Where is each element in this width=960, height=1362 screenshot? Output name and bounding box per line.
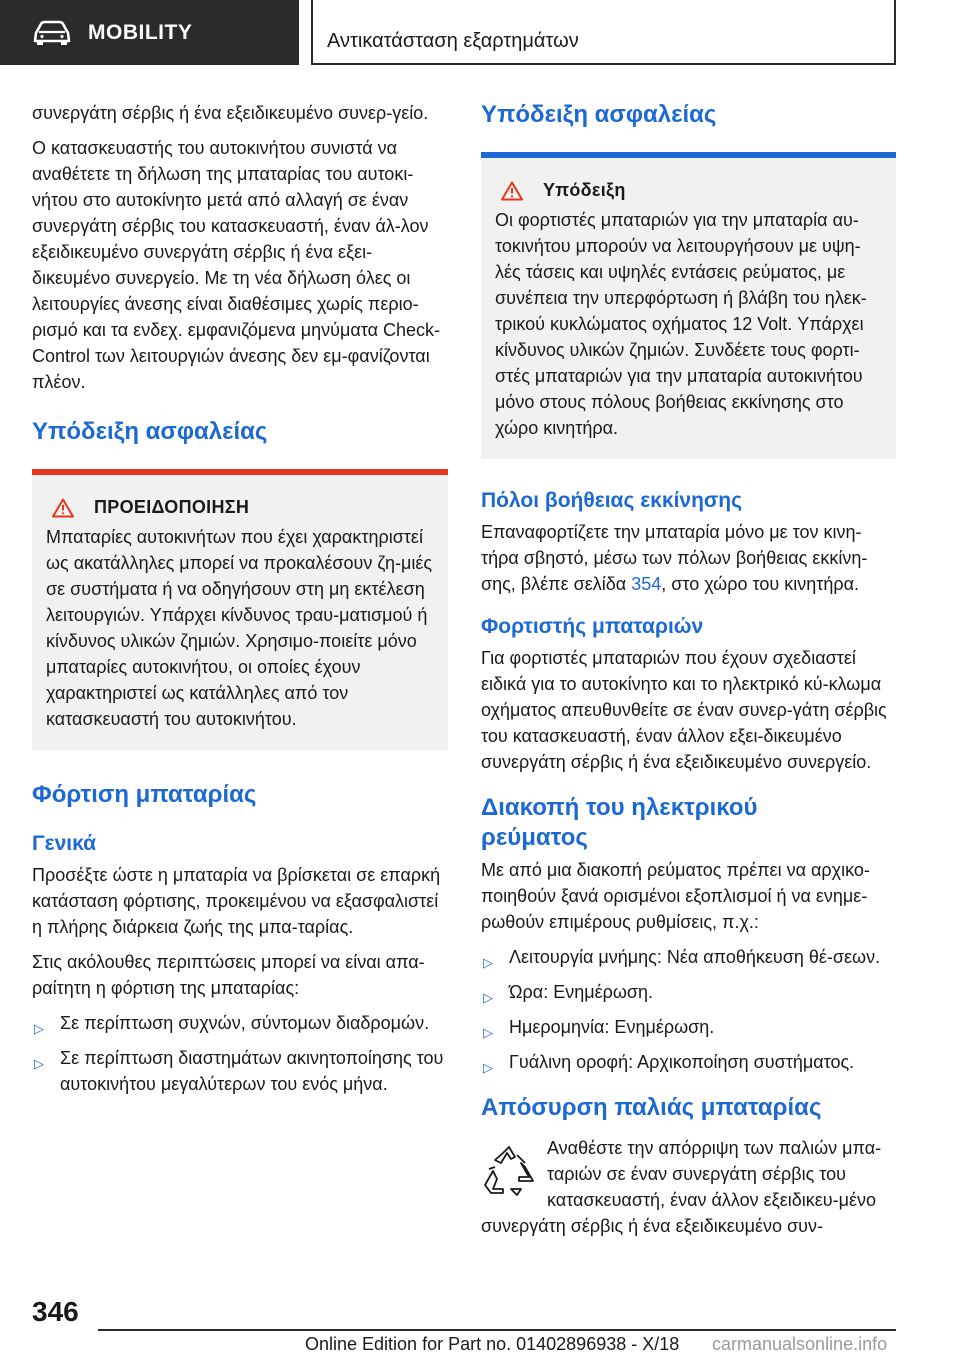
watermark-text: carmanualsonline.info	[712, 1334, 888, 1354]
list-item: ▷ Ημερομηνία: Ενημέρωση.	[481, 1014, 896, 1040]
footer-divider	[98, 1329, 896, 1331]
chapter-title: Αντικατάσταση εξαρτημάτων	[327, 30, 579, 52]
paragraph: συνεργάτη σέρβις ή ένα εξειδικευμένο συνερ-γείο.	[32, 103, 429, 123]
header-brand-bar	[0, 0, 299, 65]
paragraph: Προσέξτε ώστε η μπαταρία να βρίσκεται σε επαρκή κατάσταση φόρτισης, προκειμένου να εξασφαλιστεί η πλήρης διάρκεια ζωής της μπα-ταρίας.	[32, 865, 441, 937]
edition-text: Online Edition for Part no. 01402896938 - X/18	[305, 1334, 680, 1354]
triangle-bullet-icon: ▷	[34, 1056, 44, 1071]
right-column	[481, 100, 896, 1248]
subsection-heading: Γενικά	[32, 832, 97, 855]
paragraph: Στις ακόλουθες περιπτώσεις μπορεί να είναι απα-ραίτητη η φόρτιση της μπαταρίας:	[32, 952, 425, 998]
triangle-bullet-icon: ▷	[483, 1060, 493, 1075]
section-heading: Φόρτιση μπαταρίας	[32, 781, 257, 808]
triangle-bullet-icon: ▷	[483, 1025, 493, 1040]
bullet-list	[32, 1010, 448, 1097]
bullet-list	[481, 944, 896, 1075]
header-title-bar	[311, 0, 896, 65]
triangle-bullet-icon: ▷	[34, 1021, 44, 1036]
car-icon	[32, 19, 72, 47]
triangle-bullet-icon: ▷	[483, 955, 493, 970]
note-text: Οι φορτιστές μπαταριών για την μπαταρία αυ-τοκινήτου μπορούν να λειτουργήσουν με υψη-λές τάσεις και υψηλές εντάσεις ρεύματος, με συνέπεια την υπερφόρτωση ή βλάβη του ηλεκ-τρικού κυκλώματος οχήματος 12 Volt. Υπάρχει κίνδυνος υλικών ζημιών. Συνδέετε τους φορτι-στές μπαταριών για την μπαταρία αυτοκινήτου μόνο στους πόλους βοήθειας εκκίνησης στο χώρο κινητήρα.	[495, 210, 867, 438]
paragraph: Ο κατασκευαστής του αυτοκινήτου συνιστά να αναθέτετε τη δήλωση της μπαταρίας του αυτοκι-νήτου στο αυτοκίνητο μετά από αλλαγή σε έναν συνεργάτη σέρβις του κατασκευαστή, έναν άλ-λον εξειδικευμένο συνεργάτη σέρβις ή ένα εξει-δικευμένο συνεργείο. Με τη νέα δήλωση όλες οι λειτουργίες άνεσης είναι διαθέσιμες χωρίς περιο-ρισμό και τα ενδεχ. εμφανιζόμενα μηνύματα Check-Control των λειτουργιών άνεσης δεν εμ-φανίζονται πλέον.	[32, 138, 440, 392]
page-link[interactable]: 354	[631, 574, 662, 594]
warning-text: Μπαταρίες αυτοκινήτων που έχει χαρακτηριστεί ως ακατάλληλες μπορεί να προκαλέσουν ζη-μιές σε συστήματα ή να οδηγήσουν στη μη εκτέλεση λειτουργιών. Υπάρχει κίνδυνος τραυ-ματισμού ή κίνδυνος υλικών ζημιών. Χρησιμο-ποιείτε μόνο μπαταρίες αυτοκινήτου, οι οποίες έχουν χαρακτηριστεί ως κατάλληλες από τον κατασκευαστή του αυτοκινήτου.	[46, 527, 433, 729]
section-heading: Απόσυρση παλιάς μπαταρίας	[481, 1094, 822, 1121]
note-box	[481, 152, 896, 459]
paragraph: Για φορτιστές μπαταριών που έχουν σχεδιαστεί ειδικά για το αυτοκίνητο και το ηλεκτρικό κύ-κλωμα οχήματος απευθυνθείτε σε έναν συνερ-γάτη σέρβις του κατασκευαστή, έναν άλλον εξει-δικευμένο συνεργάτη σέρβις ή ένα εξειδικευμένο συνεργείο.	[481, 648, 887, 772]
list-item: ▷ Γυάλινη οροφή: Αρχικοποίηση συστήματος.	[481, 1049, 896, 1075]
list-item: ▷ Σε περίπτωση διαστημάτων ακινητοποίησης του αυτοκινήτου μεγαλύτερων του ενός μήνα.	[34, 1048, 444, 1094]
list-item: ▷ Λειτουργία μνήμης: Νέα αποθήκευση θέ-σεων.	[481, 944, 896, 970]
section-heading: Διακοπή του ηλεκτρικού ρεύματος	[481, 794, 758, 851]
note-title: Υπόδειξη	[543, 180, 626, 200]
disposal-paragraph: Αναθέστε την απόρριψη των παλιών μπα-ταριών σε έναν συνεργάτη σέρβις του κατασκευαστή, έναν άλλον εξειδικευ-μένο συνεργάτη σέρβις ή ένα εξειδικευμένο συν-	[481, 1138, 882, 1236]
paragraph: Με από μια διακοπή ρεύματος πρέπει να αρχικο-ποιηθούν ξανά ορισμένοι εξοπλισμοί ή να ενημε-ρωθούν επιμέρους ρυθμίσεις, π.χ.:	[481, 860, 870, 932]
triangle-bullet-icon: ▷	[483, 990, 493, 1005]
paragraph: Επαναφορτίζετε την μπαταρία μόνο με τον κινη-τήρα σβηστό, μέσω των πόλων βοήθειας εκκίνη-σης, βλέπε σελίδα 354, στο χώρο του κινητήρα.	[481, 522, 868, 594]
warning-icon	[52, 498, 74, 518]
subsection-heading: Πόλοι βοήθειας εκκίνησης	[481, 489, 743, 512]
brand-label: MOBILITY	[88, 20, 193, 44]
list-item: ▷ Ώρα: Ενημέρωση.	[481, 979, 896, 1005]
left-column	[32, 100, 448, 1106]
section-heading: Υπόδειξη ασφαλείας	[481, 101, 717, 128]
recycle-icon	[481, 1143, 537, 1199]
warning-box	[32, 469, 448, 750]
subsection-heading: Φορτιστής μπαταριών	[481, 615, 704, 638]
section-heading: Υπόδειξη ασφαλείας	[32, 418, 268, 445]
page-number: 346	[32, 1296, 79, 1327]
list-item: ▷ Σε περίπτωση συχνών, σύντομων διαδρομών.	[32, 1010, 448, 1036]
warning-title: ΠΡΟΕΙΔΟΠΟΙΗΣΗ	[94, 497, 250, 517]
warning-icon	[501, 181, 523, 201]
